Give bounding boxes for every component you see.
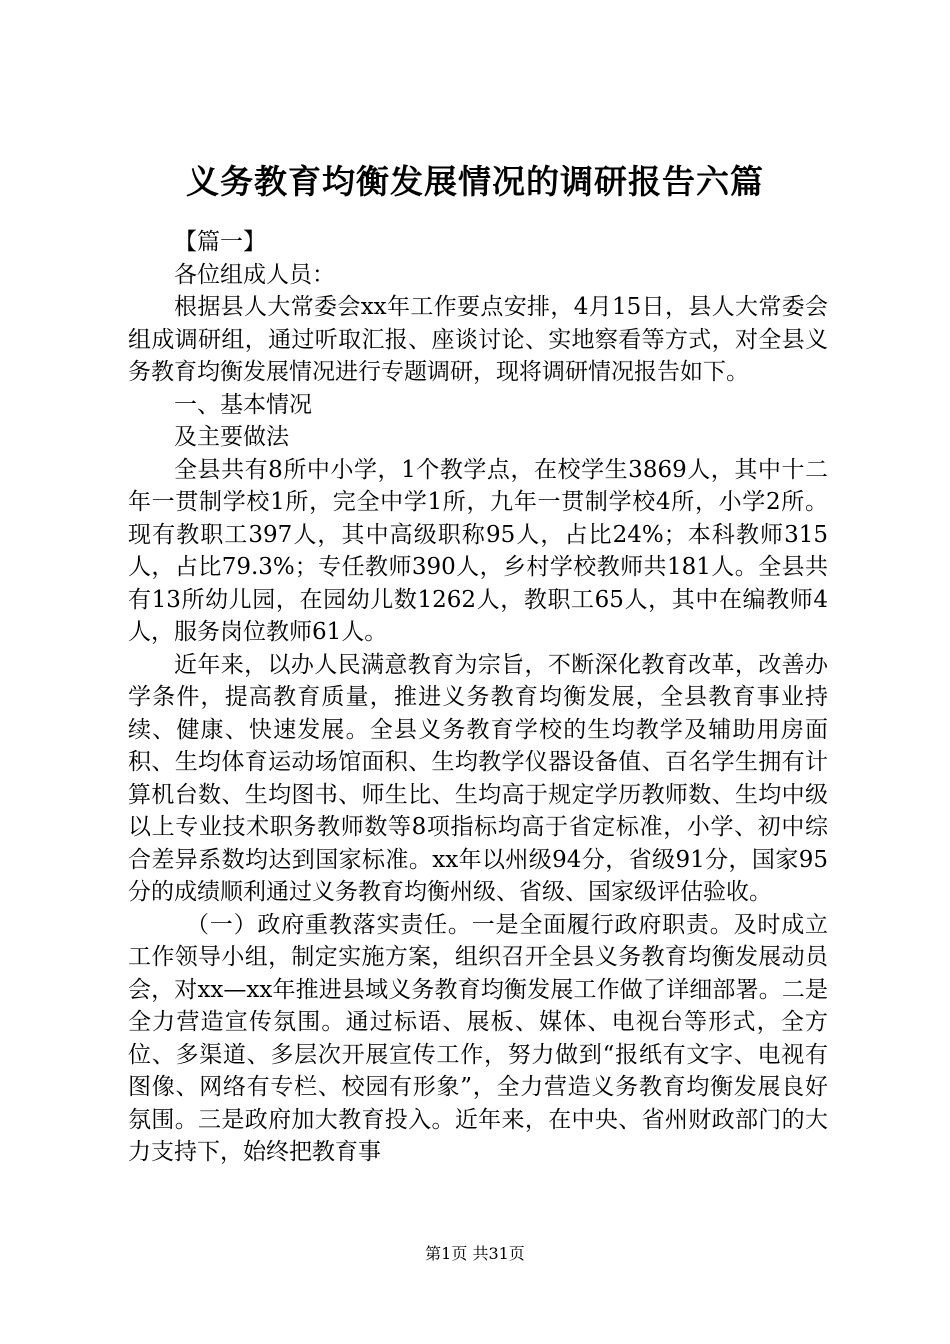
section-heading: 【篇一】 — [174, 229, 266, 255]
intro-paragraph: 根据县人大常委会xx年工作要点安排，4月15日，县人大常委会组成调研组，通过听取汇报、座谈讨论、实地察看等方式，对全县义务教育均衡发展情况进行专题调研，现将调研情况报告如下。 — [128, 294, 828, 385]
statistics-paragraph: 全县共有8所中小学，1个教学点，在校学生3869人，其中十二年一贯制学校1所，完全中学1所，九年一贯制学校4所，小学2所。现有教职工397人，其中高级职称95人，占比24%；本科教师315人，占比79.3%；专任教师390人，乡村学校教师共181人。全县共有13所幼儿园，在园幼儿数1262人，教职工65人，其中在编教师4人，服务岗位教师61人。 — [128, 456, 828, 645]
salutation: 各位组成人员： — [174, 261, 335, 288]
subheading-main-practices: 及主要做法 — [174, 424, 289, 450]
subheading-basic-situation: 一、基本情况 — [174, 391, 312, 418]
progress-paragraph: 近年来，以办人民满意教育为宗旨，不断深化教育改革，改善办学条件，提高教育质量，推进义务教育均衡发展，全县教育事业持续、健康、快速发展。全县义务教育学校的生均教学及辅助用房面积、生均体育运动场馆面积、生均教学仪器设备值、百名学生拥有计算机台数、生均图书、师生比、生均高于规定学历教师数、生均中级以上专业技术职务教师数等8项指标均高于省定标准，小学、初中综合差异系数均达到国家标准。xx年以州级94分，省级91分，国家95分的成绩顺利通过义务教育均衡州级、省级、国家级评估验收。 — [128, 651, 828, 905]
page-number-footer: 第1页 共31页 — [425, 1244, 525, 1263]
document-body — [128, 226, 828, 1169]
document-title: 义务教育均衡发展情况的调研报告六篇 — [186, 162, 764, 201]
government-responsibility-paragraph: （一）政府重教落实责任。一是全面履行政府职责。及时成立工作领导小组，制定实施方案，组织召开全县义务教育均衡发展动员会，对xx—xx年推进县域义务教育均衡发展工作做了详细部署。二是全力营造宣传氛围。通过标语、展板、媒体、电视台等形式，全方位、多渠道、多层次开展宣传工作，努力做到“报纸有文字、电视有图像、网络有专栏、校园有形象”，全力营造义务教育均衡发展良好氛围。三是政府加大教育投入。近年来，在中央、省州财政部门的大力支持下，始终把教育事 — [128, 911, 828, 1165]
